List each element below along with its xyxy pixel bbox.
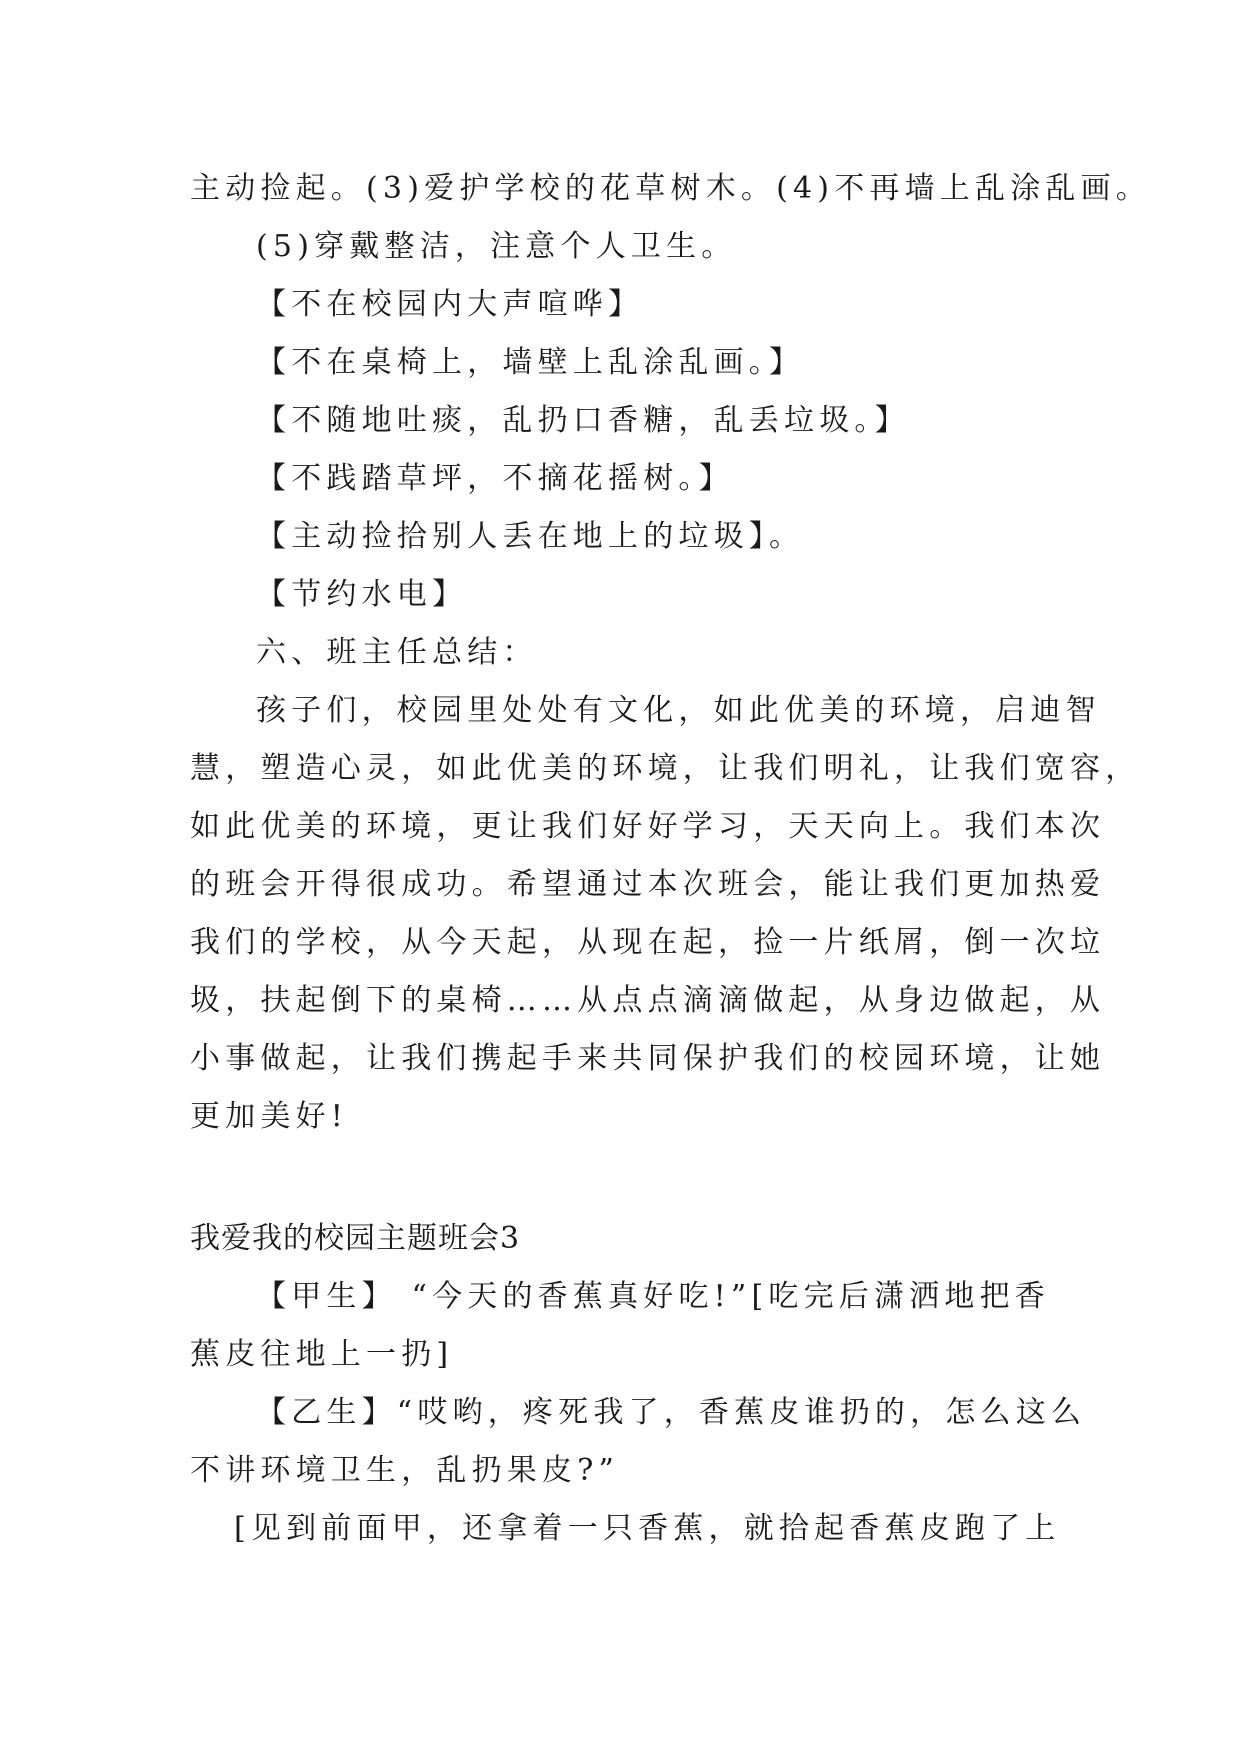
text-line-rules-continuation: 主动捡起。(3)爱护学校的花草树木。(4)不再墙上乱涂乱画。 xyxy=(190,171,1151,206)
rule-item-no-graffiti: 【不在桌椅上，墙壁上乱涂乱画。】 xyxy=(256,345,805,380)
dialog-line-student-b: 【乙生】“哎哟，疼死我了，香蕉皮谁扔的，怎么这么 xyxy=(256,1395,1087,1430)
summary-paragraph-line: 更加美好! xyxy=(190,1099,349,1134)
narration-line: [见到前面甲，还拿着一只香蕉，就拾起香蕉皮跑了上 xyxy=(234,1511,1061,1546)
rule-item-no-noise: 【不在校园内大声喧哗】 xyxy=(256,287,644,322)
summary-paragraph-line: 圾，扶起倒下的桌椅……从点点滴滴做起，从身边做起，从 xyxy=(190,983,1106,1018)
section-spacer xyxy=(190,1146,1056,1210)
summary-paragraph-line: 的班会开得很成功。希望通过本次班会，能让我们更加热爱 xyxy=(190,867,1106,902)
dialog-line-student-a: 【甲生】 “今天的香蕉真好吃!”[吃完后潇洒地把香 xyxy=(256,1279,1050,1314)
dialog-line-student-a: 蕉皮往地上一扔] xyxy=(190,1337,454,1372)
rule-item-protect-lawn: 【不践踏草坪，不摘花摇树。】 xyxy=(256,461,734,496)
summary-heading: 六、班主任总结： xyxy=(256,635,538,670)
rule-item-no-littering: 【不随地吐痰，乱扔口香糖，乱丢垃圾。】 xyxy=(256,403,910,438)
section-title: 我爱我的校园主题班会3 xyxy=(190,1221,521,1256)
summary-paragraph-line: 慧，塑造心灵，如此优美的环境，让我们明礼，让我们宽容， xyxy=(190,751,1141,786)
rule-item-save-utilities: 【节约水电】 xyxy=(256,577,468,612)
summary-paragraph-line: 如此优美的环境，更让我们好好学习，天天向上。我们本次 xyxy=(190,809,1106,844)
summary-paragraph-line: 小事做起，让我们携起手来共同保护我们的校园环境，让她 xyxy=(190,1041,1106,1076)
document-page xyxy=(190,160,1151,1558)
text-line-rule-5: (5)穿戴整洁，注意个人卫生。 xyxy=(256,229,737,264)
summary-paragraph-line: 我们的学校，从今天起，从现在起，捡一片纸屑，倒一次垃 xyxy=(190,925,1106,960)
summary-paragraph-line: 孩子们，校园里处处有文化，如此优美的环境，启迪智 xyxy=(256,693,1101,728)
rule-item-pick-up-trash: 【主动捡拾别人丢在地上的垃圾】。 xyxy=(256,519,805,554)
dialog-line-student-b: 不讲环境卫生，乱扔果皮?” xyxy=(190,1453,620,1488)
